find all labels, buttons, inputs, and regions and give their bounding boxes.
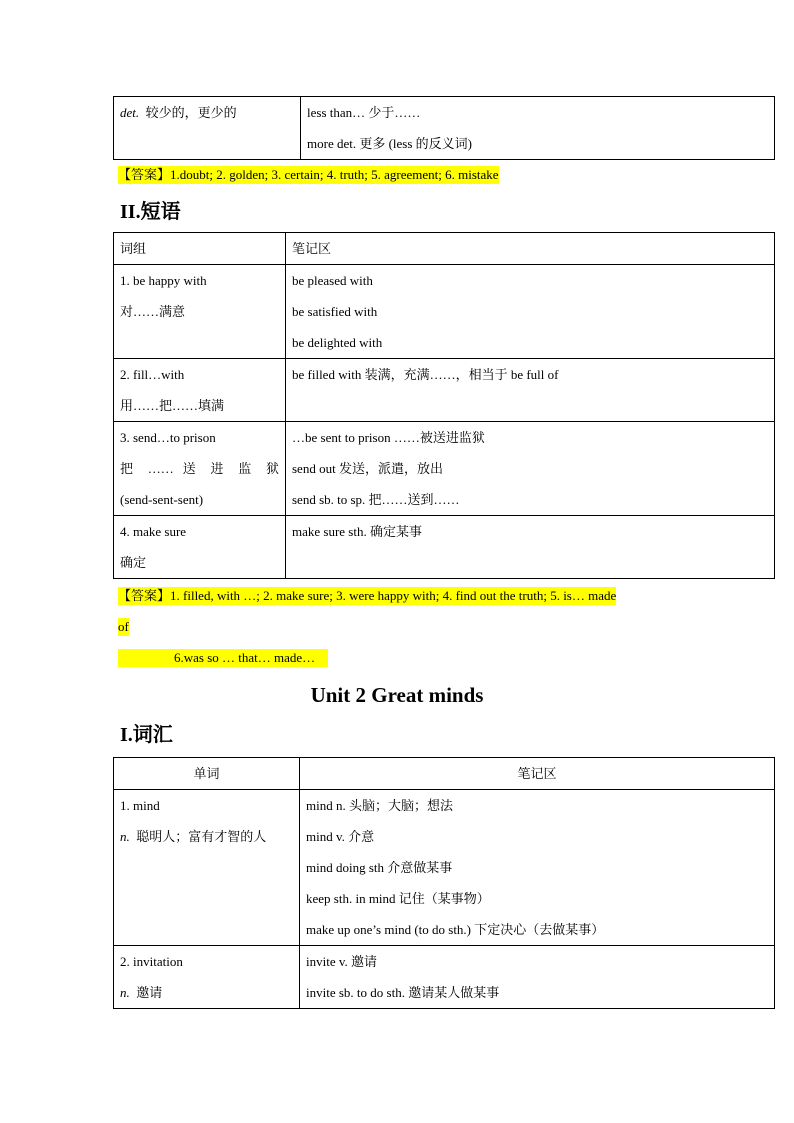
text-line: 2. fill…with [120,367,185,382]
text-line: be satisfied with [292,304,378,319]
text-line: …be sent to prison ……被送进监狱 [292,430,485,445]
vocab-table-continued [113,96,775,160]
answer-line-vocab [118,166,499,184]
text-line: invite sb. to do sth. 邀请某人做某事 [306,985,500,1000]
part-of-speech: det. [120,105,140,120]
table-row [114,359,775,422]
text-line: mind v. 介意 [306,829,375,844]
text-line: 对……满意 [120,304,186,319]
phrase-table [113,232,775,579]
phrase-cell [114,422,286,516]
notes-cell [300,946,775,1009]
phrase-cell [114,516,286,579]
word: 1. mind [120,798,160,813]
table-row [114,790,775,946]
answer-bracket: 【答案】 [118,167,171,182]
answer-text: 6.was so … that… made… [174,650,316,665]
text-line: 用……把……填满 [120,398,225,413]
text-line: 笔记区 [517,766,557,781]
text-line: 确定 [120,555,147,570]
section-title-phrases: II.短语 [120,201,181,223]
text-line: keep sth. in mind 记住（某事物） [306,891,490,906]
part-of-speech: n. [120,985,130,1000]
note-line: more det. 更多 (less 的反义词) [307,136,473,151]
word-cell [114,97,301,160]
answer-line-phrases-3 [118,649,328,667]
text-line: be pleased with [292,273,373,288]
answer-line-phrases-1 [118,587,616,605]
notes-cell [286,265,775,359]
answer-text: 1. filled, with …; 2. make sure; 3. were happy with; 4. find out the truth; 5. is… made [170,588,617,603]
word-meaning: 较少的，更少的 [145,105,237,120]
text-line [120,97,294,128]
header-cell [114,233,286,265]
word-meaning: 邀请 [136,985,163,1000]
text-line: 把 …… 送 进 监 狱 [120,461,279,476]
word-cell [114,790,300,946]
text-line: mind n. 头脑；大脑；想法 [306,798,453,813]
table-header-row [114,758,775,790]
phrase-cell [114,265,286,359]
header-cell [300,758,775,790]
notes-cell [300,790,775,946]
section-title-vocab: I.词汇 [120,724,173,746]
text-line [120,821,293,852]
text-line: 1. be happy with [120,273,207,288]
text-line: 4. make sure [120,524,187,539]
table-row [114,946,775,1009]
table-row [114,265,775,359]
text-line: mind doing sth 介意做某事 [306,860,453,875]
unit-title: Unit 2 Great minds [310,683,484,707]
table-header-row [114,233,775,265]
notes-cell [286,422,775,516]
text-line: make sure sth. 确定某事 [292,524,422,539]
text-line: 单词 [193,766,220,781]
header-cell [114,758,300,790]
text-line: 词组 [120,241,147,256]
text-line: invite v. 邀请 [306,954,378,969]
text-line: be delighted with [292,335,383,350]
notes-cell [286,359,775,422]
word-cell [114,946,300,1009]
table-row [114,422,775,516]
text-line [120,977,293,1008]
notes-cell [301,97,775,160]
text-line: send sb. to sp. 把……送到…… [292,492,460,507]
answer-text: 1.doubt; 2. golden; 3. certain; 4. truth; 5. agreement; 6. mistake [170,167,499,182]
answer-bracket: 【答案】 [118,588,171,603]
note-line: less than… 少于…… [307,105,421,120]
vocab-table [113,757,775,1009]
word: 2. invitation [120,954,183,969]
text-line: make up one’s mind (to do sth.) 下定决心（去做某事） [306,922,605,937]
text-line: (send-sent-sent) [120,492,204,507]
word-meaning: 聪明人；富有才智的人 [136,829,267,844]
table-row [114,516,775,579]
answer-line-phrases-2: of [118,619,129,634]
text-line: send out 发送，派遣，放出 [292,461,443,476]
text-line: 3. send…to prison [120,430,216,445]
table-row [114,97,775,160]
part-of-speech: n. [120,829,130,844]
header-cell [286,233,775,265]
notes-cell [286,516,775,579]
phrase-cell [114,359,286,422]
text-line: 笔记区 [292,241,332,256]
text-line: be filled with 装满，充满……，相当于 be full of [292,367,559,382]
